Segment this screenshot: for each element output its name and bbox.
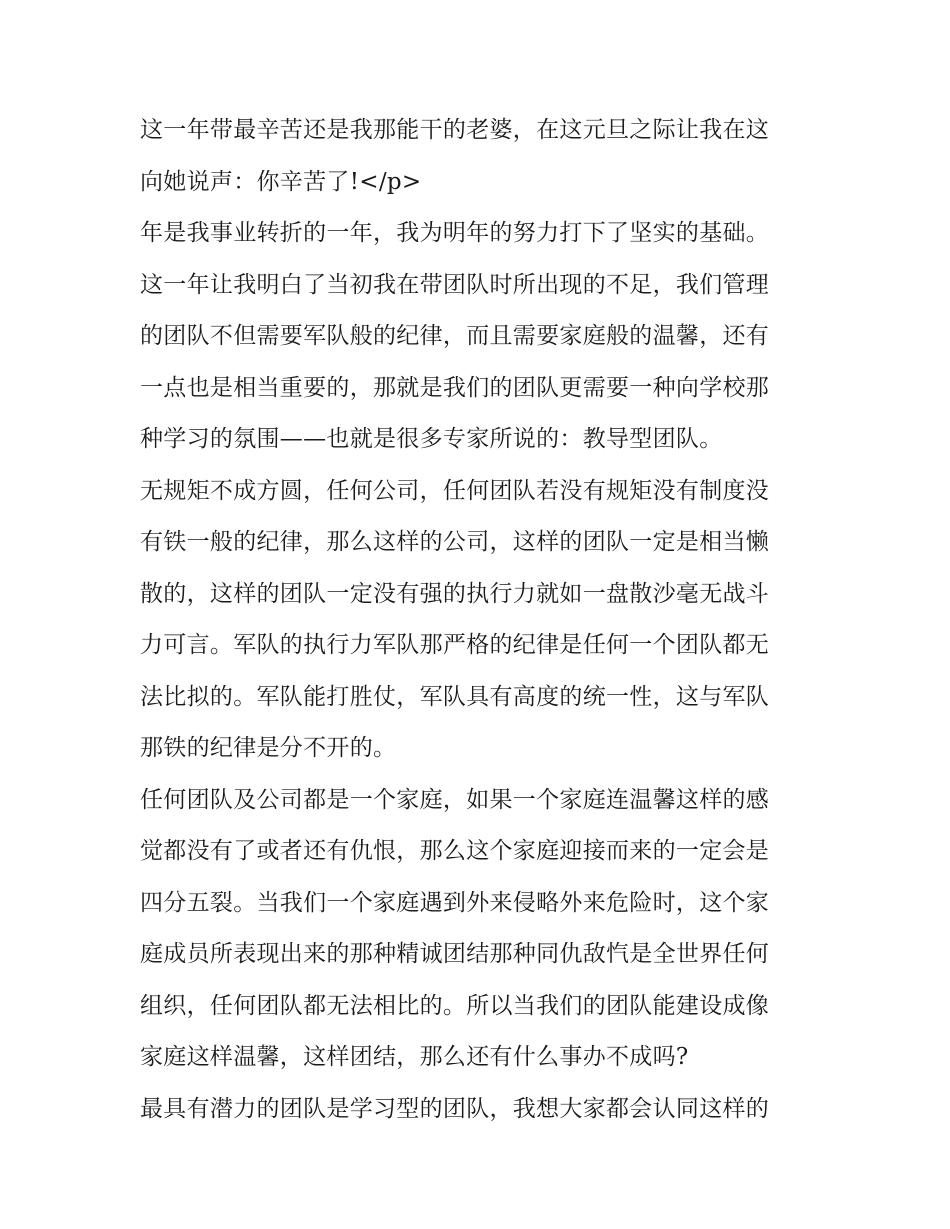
text-line: 家庭这样温馨，这样团结，那么还有什么事办不成吗? xyxy=(140,1044,689,1070)
text-line: 种学习的氛围——也就是很多专家所说的：教导型团队。 xyxy=(140,426,723,452)
text-line: 年是我事业转折的一年，我为明年的努力打下了坚实的基础。 xyxy=(140,220,770,246)
text-line: 有铁一般的纪律，那么这样的公司，这样的团队一定是相当懒 xyxy=(140,529,770,555)
text-line: 组织，任何团队都无法相比的。所以当我们的团队能建设成像 xyxy=(140,992,770,1019)
text-line: 一点也是相当重要的，那就是我们的团队更需要一种向学校那 xyxy=(140,374,770,401)
document-body xyxy=(140,105,820,1135)
text-line: 任何团队及公司都是一个家庭，如果一个家庭连温馨这样的感 xyxy=(140,786,770,813)
text-line: 力可言。军队的执行力军队那严格的纪律是任何一个团队都无 xyxy=(140,632,770,658)
text-line: 这一年让我明白了当初我在带团队时所出现的不足，我们管理 xyxy=(140,271,770,298)
text-line: 庭成员所表现出来的那种精诚团结那种同仇敌忾是全世界任何 xyxy=(140,941,770,967)
text-line: 无规矩不成方圆，任何公司，任何团队若没有规矩没有制度没 xyxy=(140,477,770,504)
text-line: 最具有潜力的团队是学习型的团队，我想大家都会认同这样的 xyxy=(140,1095,770,1122)
text-line: 这一年带最辛苦还是我那能干的老婆，在这元旦之际让我在这 xyxy=(140,117,770,143)
text-line: 觉都没有了或者还有仇恨，那么这个家庭迎接而来的一定会是 xyxy=(140,838,770,864)
text-line: 散的，这样的团队一定没有强的执行力就如一盘散沙毫无战斗 xyxy=(140,580,770,607)
text-line: 的团队不但需要军队般的纪律，而且需要家庭般的温馨，还有 xyxy=(140,323,770,349)
text-line: 那铁的纪律是分不开的。 xyxy=(140,735,397,761)
text-line: 法比拟的。军队能打胜仗，军队具有高度的统一性，这与军队 xyxy=(140,683,770,710)
text-line: 向她说声：你辛苦了!</p> xyxy=(140,168,422,195)
text-line: 四分五裂。当我们一个家庭遇到外来侵略外来危险时，这个家 xyxy=(140,889,770,916)
